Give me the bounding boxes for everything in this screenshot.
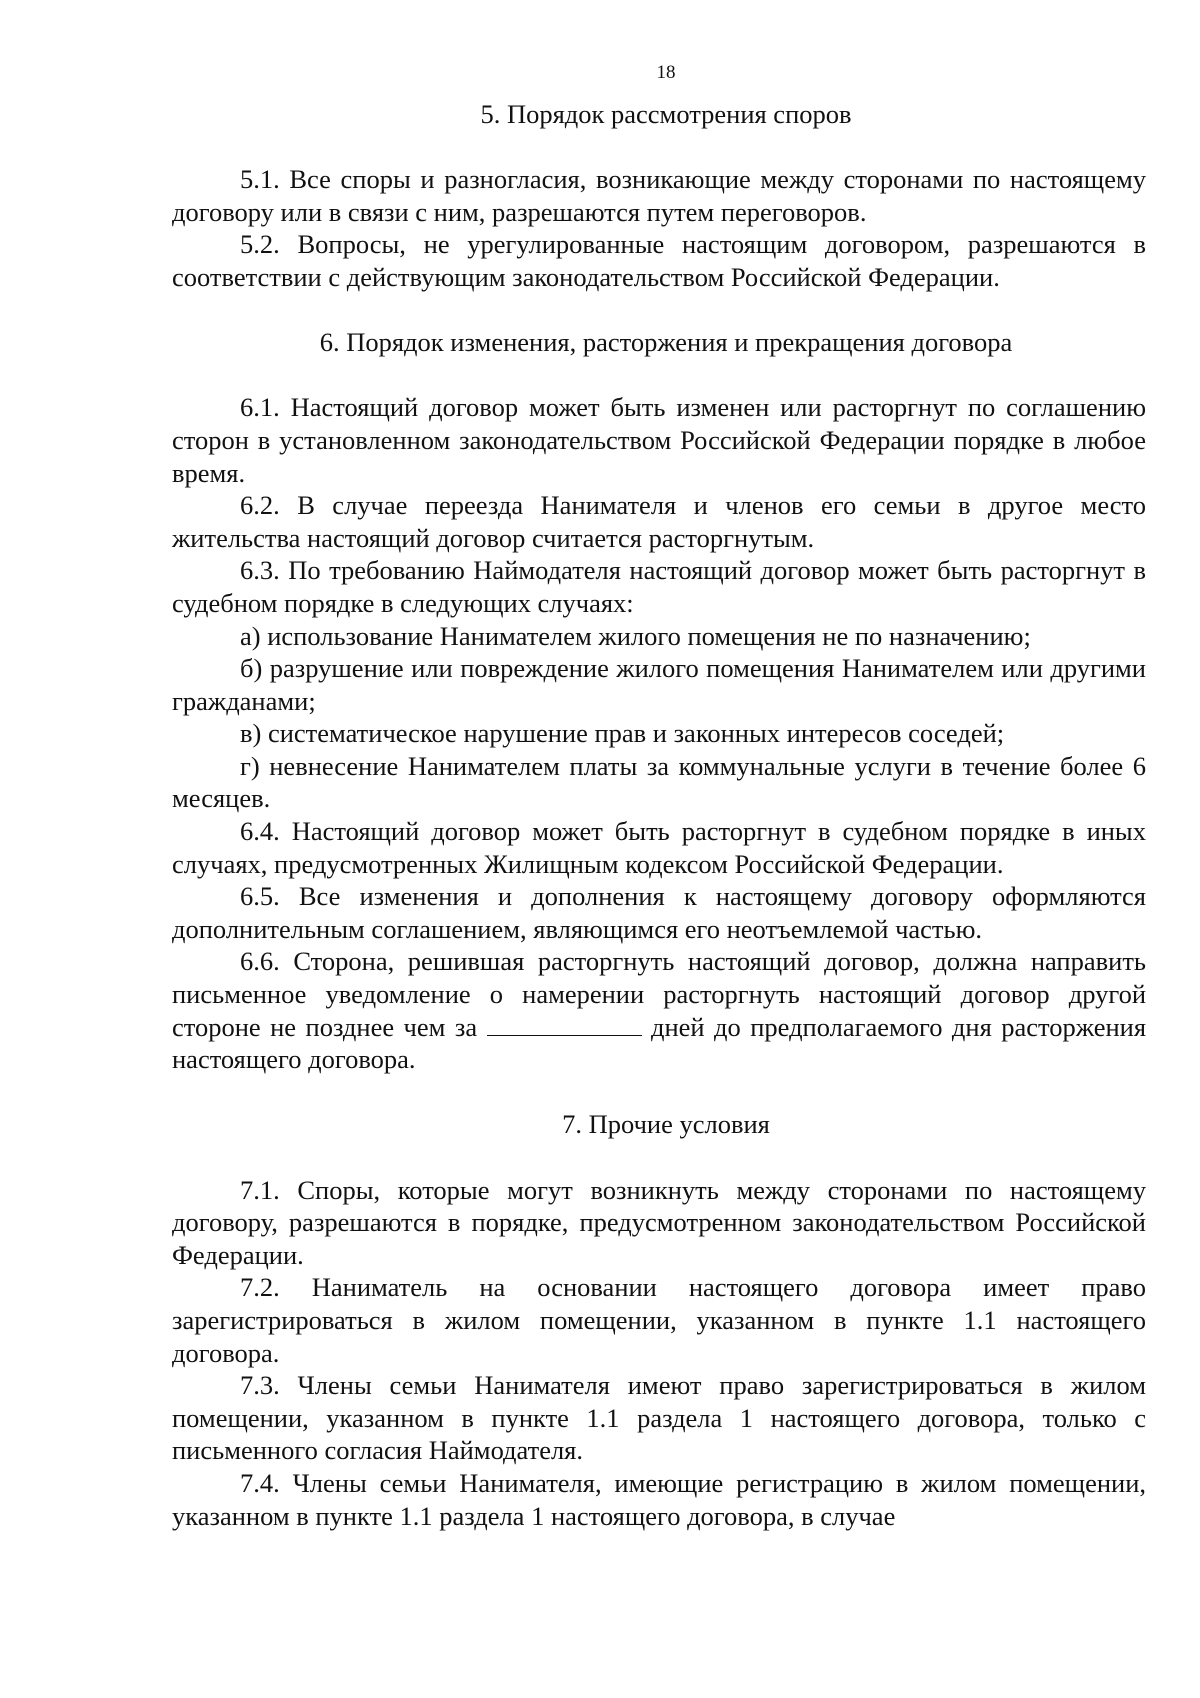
fill-in-blank-days [487, 1013, 642, 1036]
clause-6-3: 6.3. По требованию Наймодателя настоящий договор может быть расторгнут в судебном порядке в следующих случаях: [172, 555, 1146, 618]
clause-6-2: 6.2. В случае переезда Нанимателя и членов его семьи в другое место жительства настоящий договор считается расторгнутым. [172, 490, 1146, 553]
clause-5-2: 5.2. Вопросы, не урегулированные настоящим договором, разрешаются в соответствии с действующим законодательством Российской Федерации. [172, 229, 1146, 292]
clause-6-6-text-start: 6.6. Сторона, решившая расторгнуть настоящий договор, должна направить письменное уведомление о намерении расторгнуть настоящий договор другой стороне не позднее чем за [172, 946, 1146, 1042]
document-page [172, 62, 1146, 1532]
spacer [172, 1141, 1146, 1174]
clause-7-4: 7.4. Члены семьи Нанимателя, имеющие регистрацию в жилом помещении, указанном в пункте 1.1 раздела 1 настоящего договора, в случае [172, 1467, 1146, 1531]
clause-5-1: 5.1. Все споры и разногласия, возникающие между сторонами по настоящему договору или в связи с ним, разрешаются путем переговоров. [172, 164, 1146, 227]
spacer [172, 1076, 1146, 1109]
section-7-heading: 7. Прочие условия [562, 1109, 770, 1140]
section-5-heading: 5. Порядок рассмотрения споров [480, 99, 852, 129]
clause-6-1: 6.1. Настоящий договор может быть изменен или расторгнут по соглашению сторон в установленном законодательством Российской Федерации порядке в любое время. [172, 392, 1146, 488]
clause-6-3-g: г) невнесение Нанимателем платы за коммунальные услуги в течение более 6 месяцев. [172, 750, 1146, 814]
page-number: 18 [656, 62, 676, 83]
clause-6-3-v: в) систематическое нарушение прав и законных интересов соседей; [240, 718, 1005, 749]
clause-6-5: 6.5. Все изменения и дополнения к настоящему договору оформляются дополнительным соглашением, являющимся его неотъемлемой частью. [172, 881, 1146, 944]
clause-6-4: 6.4. Настоящий договор может быть расторгнут в судебном порядке в иных случаях, предусмотренных Жилищным кодексом Российской Федерации. [172, 816, 1146, 879]
clause-7-1: 7.1. Споры, которые могут возникнуть между сторонами по настоящему договору, разрешаются в порядке, предусмотренном законодательством Российской Федерации. [172, 1174, 1146, 1270]
spacer [172, 131, 1146, 164]
clause-6-6 [172, 945, 1146, 1075]
spacer [172, 294, 1146, 327]
spacer [172, 359, 1146, 392]
clause-7-3: 7.3. Члены семьи Нанимателя имеют право зарегистрироваться в жилом помещении, указанном в пункте 1.1 раздела 1 настоящего договора, только с письменного согласия Наймодателя. [172, 1370, 1146, 1466]
section-6-heading: 6. Порядок изменения, расторжения и прекращения договора [319, 327, 1013, 358]
clause-6-3-b: б) разрушение или повреждение жилого помещения Нанимателем или другими гражданами; [172, 653, 1146, 716]
clause-6-3-a: а) использование Нанимателем жилого помещения не по назначению; [240, 620, 1031, 651]
clause-7-2: 7.2. Наниматель на основании настоящего договора имеет право зарегистрироваться в жилом помещении, указанном в пункте 1.1 настоящего договора. [172, 1272, 1146, 1368]
clause-6-6-text-end: дней до предполагаемого дня расторжения настоящего договора. [172, 1011, 1147, 1075]
